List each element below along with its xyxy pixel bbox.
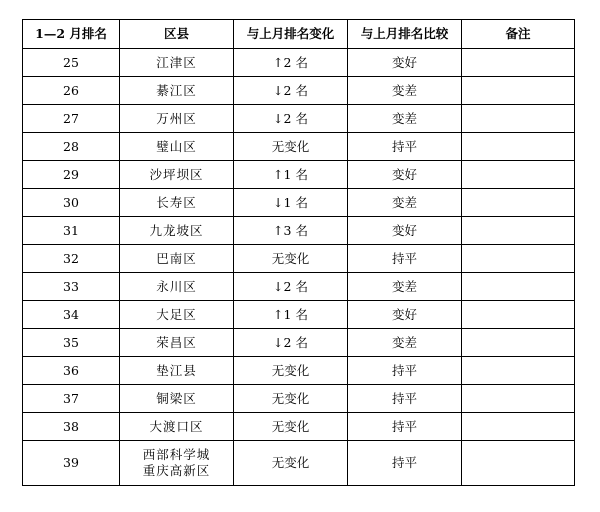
note-cell: [462, 161, 575, 189]
rank-cell: 34: [23, 301, 120, 329]
change-cell: ↑1 名: [234, 161, 348, 189]
change-cell: 无变化: [234, 357, 348, 385]
change-cell: ↓2 名: [234, 329, 348, 357]
rank-cell: 37: [23, 385, 120, 413]
rank-cell: 36: [23, 357, 120, 385]
compare-cell: 持平: [348, 133, 462, 161]
change-cell: ↓1 名: [234, 189, 348, 217]
region-cell: [120, 329, 234, 357]
region-name: 铜梁区: [156, 390, 197, 406]
table-row: [23, 133, 575, 161]
region-cell: [120, 357, 234, 385]
region-cell: [120, 105, 234, 133]
region-name: 永川区: [156, 278, 197, 294]
compare-cell: 变差: [348, 273, 462, 301]
table-header-row: [23, 20, 575, 49]
rank-cell: 30: [23, 189, 120, 217]
table-row: [23, 441, 575, 486]
note-cell: [462, 49, 575, 77]
region-name: 璧山区: [156, 138, 197, 154]
note-cell: [462, 245, 575, 273]
compare-cell: 持平: [348, 413, 462, 441]
rank-cell: 29: [23, 161, 120, 189]
rank-cell: 33: [23, 273, 120, 301]
note-cell: [462, 217, 575, 245]
region-name: 巴南区: [156, 250, 197, 266]
compare-cell: 变差: [348, 329, 462, 357]
table-row: [23, 385, 575, 413]
table-row: [23, 77, 575, 105]
table-row: [23, 357, 575, 385]
compare-cell: 变好: [348, 301, 462, 329]
header-region: 区县: [120, 20, 234, 49]
compare-cell: 变差: [348, 77, 462, 105]
note-cell: [462, 105, 575, 133]
region-name: 綦江区: [156, 82, 197, 98]
region-cell: [120, 245, 234, 273]
region-name: 荣昌区: [156, 334, 197, 350]
region-name: 江津区: [156, 54, 197, 70]
change-cell: 无变化: [234, 245, 348, 273]
compare-cell: 变好: [348, 161, 462, 189]
table-row: [23, 105, 575, 133]
table-row: [23, 189, 575, 217]
rank-cell: 38: [23, 413, 120, 441]
rank-cell: 35: [23, 329, 120, 357]
compare-cell: 变差: [348, 105, 462, 133]
note-cell: [462, 357, 575, 385]
region-name: 长寿区: [156, 194, 197, 210]
table-row: [23, 301, 575, 329]
note-cell: [462, 77, 575, 105]
change-cell: ↓2 名: [234, 77, 348, 105]
change-cell: 无变化: [234, 413, 348, 441]
rank-cell: 25: [23, 49, 120, 77]
region-name: 大足区: [156, 306, 197, 322]
header-note: 备注: [462, 20, 575, 49]
note-cell: [462, 413, 575, 441]
table-row: [23, 413, 575, 441]
compare-cell: 持平: [348, 441, 462, 486]
region-name: 重庆高新区: [142, 463, 211, 478]
region-cell: [120, 161, 234, 189]
table-row: [23, 217, 575, 245]
rank-cell: 28: [23, 133, 120, 161]
change-cell: ↑2 名: [234, 49, 348, 77]
change-cell: ↓2 名: [234, 105, 348, 133]
note-cell: [462, 133, 575, 161]
compare-cell: 变差: [348, 189, 462, 217]
rank-cell: 27: [23, 105, 120, 133]
change-cell: 无变化: [234, 441, 348, 486]
region-cell: [120, 49, 234, 77]
note-cell: [462, 441, 575, 486]
region-cell: [120, 217, 234, 245]
region-cell: [120, 189, 234, 217]
ranking-table: [22, 19, 575, 486]
change-cell: ↑3 名: [234, 217, 348, 245]
header-rank: 1—2 月排名: [23, 20, 120, 49]
header-compare: 与上月排名比较: [348, 20, 462, 49]
note-cell: [462, 385, 575, 413]
region-name: 万州区: [156, 110, 197, 126]
region-cell: [120, 133, 234, 161]
rank-cell: 39: [23, 441, 120, 486]
region-cell: [120, 273, 234, 301]
table-row: [23, 245, 575, 273]
change-cell: 无变化: [234, 133, 348, 161]
region-name: 沙坪坝区: [149, 166, 204, 182]
region-name: 垫江县: [156, 362, 197, 378]
compare-cell: 持平: [348, 357, 462, 385]
note-cell: [462, 329, 575, 357]
compare-cell: 持平: [348, 245, 462, 273]
region-name: 九龙坡区: [149, 222, 204, 238]
region-cell: [120, 441, 234, 486]
note-cell: [462, 273, 575, 301]
change-cell: ↑1 名: [234, 301, 348, 329]
note-cell: [462, 189, 575, 217]
compare-cell: 变好: [348, 49, 462, 77]
region-cell: [120, 77, 234, 105]
note-cell: [462, 301, 575, 329]
table-body: [23, 49, 575, 486]
table-row: [23, 329, 575, 357]
compare-cell: 变好: [348, 217, 462, 245]
region-cell: [120, 385, 234, 413]
table-row: [23, 161, 575, 189]
region-cell: [120, 301, 234, 329]
region-name: 大渡口区: [149, 418, 204, 434]
compare-cell: 持平: [348, 385, 462, 413]
table-row: [23, 49, 575, 77]
change-cell: ↓2 名: [234, 273, 348, 301]
region-name: 西部科学城: [142, 447, 211, 462]
rank-cell: 31: [23, 217, 120, 245]
table-row: [23, 273, 575, 301]
rank-cell: 26: [23, 77, 120, 105]
rank-cell: 32: [23, 245, 120, 273]
change-cell: 无变化: [234, 385, 348, 413]
header-change: 与上月排名变化: [234, 20, 348, 49]
region-cell: [120, 413, 234, 441]
